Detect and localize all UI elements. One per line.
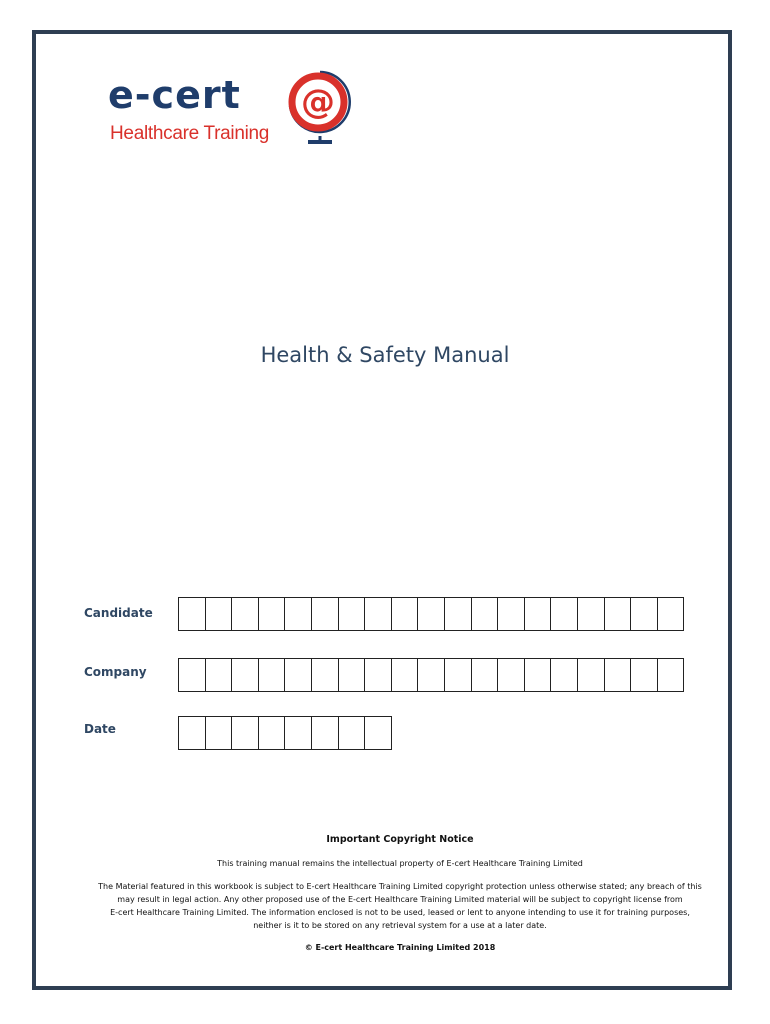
character-box[interactable] <box>258 658 286 692</box>
character-box[interactable] <box>391 597 419 631</box>
character-box[interactable] <box>284 658 312 692</box>
logo <box>108 62 358 154</box>
character-box[interactable] <box>657 658 685 692</box>
character-box[interactable] <box>577 597 605 631</box>
character-box[interactable] <box>604 597 632 631</box>
document-title: Health & Safety Manual <box>260 343 510 367</box>
character-box[interactable] <box>417 597 445 631</box>
character-box[interactable] <box>471 658 499 692</box>
logo-tagline: Healthcare Training <box>110 123 270 144</box>
copyright-intro: This training manual remains the intellectual property of E-cert Healthcare Training Limited <box>217 859 583 868</box>
character-box[interactable] <box>205 658 233 692</box>
svg-text:@: @ <box>301 82 335 122</box>
character-box[interactable] <box>178 658 206 692</box>
logo-brand-text: e-cert <box>108 73 241 117</box>
character-box[interactable] <box>205 716 233 750</box>
character-box[interactable] <box>444 658 472 692</box>
character-box[interactable] <box>311 658 339 692</box>
copyright-notice-heading: Important Copyright Notice <box>326 834 474 845</box>
character-box[interactable] <box>311 716 339 750</box>
copyright-body-line: E-cert Healthcare Training Limited. The information enclosed is not to be used, leased or lent to anyone intending to use it for training purposes, <box>110 908 690 917</box>
copyright-body <box>60 880 740 932</box>
character-box[interactable] <box>550 597 578 631</box>
character-box[interactable] <box>497 597 525 631</box>
page-border <box>32 30 732 990</box>
character-box[interactable] <box>497 658 525 692</box>
character-box[interactable] <box>205 597 233 631</box>
character-box[interactable] <box>417 658 445 692</box>
company-label: Company <box>84 665 147 679</box>
character-box[interactable] <box>657 597 685 631</box>
character-box[interactable] <box>311 597 339 631</box>
character-box[interactable] <box>577 658 605 692</box>
character-box[interactable] <box>524 658 552 692</box>
character-box[interactable] <box>630 658 658 692</box>
character-box[interactable] <box>471 597 499 631</box>
character-box[interactable] <box>178 716 206 750</box>
candidate-label: Candidate <box>84 606 153 620</box>
character-box[interactable] <box>284 716 312 750</box>
character-box[interactable] <box>284 597 312 631</box>
candidate-boxes[interactable] <box>178 597 684 631</box>
date-boxes[interactable] <box>178 716 392 750</box>
character-box[interactable] <box>364 716 392 750</box>
character-box[interactable] <box>258 716 286 750</box>
character-box[interactable] <box>258 597 286 631</box>
copyright-body-line: The Material featured in this workbook is subject to E-cert Healthcare Training Limited copyright protection unless otherwise stated; any breach of this <box>98 882 702 891</box>
character-box[interactable] <box>630 597 658 631</box>
character-box[interactable] <box>338 658 366 692</box>
character-box[interactable] <box>338 597 366 631</box>
character-box[interactable] <box>231 597 259 631</box>
character-box[interactable] <box>550 658 578 692</box>
character-box[interactable] <box>444 597 472 631</box>
character-box[interactable] <box>231 658 259 692</box>
copyright-body-line: neither is it to be stored on any retrieval system for a use at a later date. <box>253 921 547 930</box>
character-box[interactable] <box>338 716 366 750</box>
copyright-statement: © E-cert Healthcare Training Limited 2018 <box>304 943 496 952</box>
character-box[interactable] <box>391 658 419 692</box>
company-boxes[interactable] <box>178 658 684 692</box>
at-globe-icon <box>280 62 356 144</box>
character-box[interactable] <box>364 658 392 692</box>
date-label: Date <box>84 722 116 736</box>
character-box[interactable] <box>231 716 259 750</box>
character-box[interactable] <box>178 597 206 631</box>
character-box[interactable] <box>364 597 392 631</box>
character-box[interactable] <box>604 658 632 692</box>
character-box[interactable] <box>524 597 552 631</box>
copyright-body-line: may result in legal action. Any other proposed use of the E-cert Healthcare Training Limited material will be subject to copyright license from <box>117 895 683 904</box>
